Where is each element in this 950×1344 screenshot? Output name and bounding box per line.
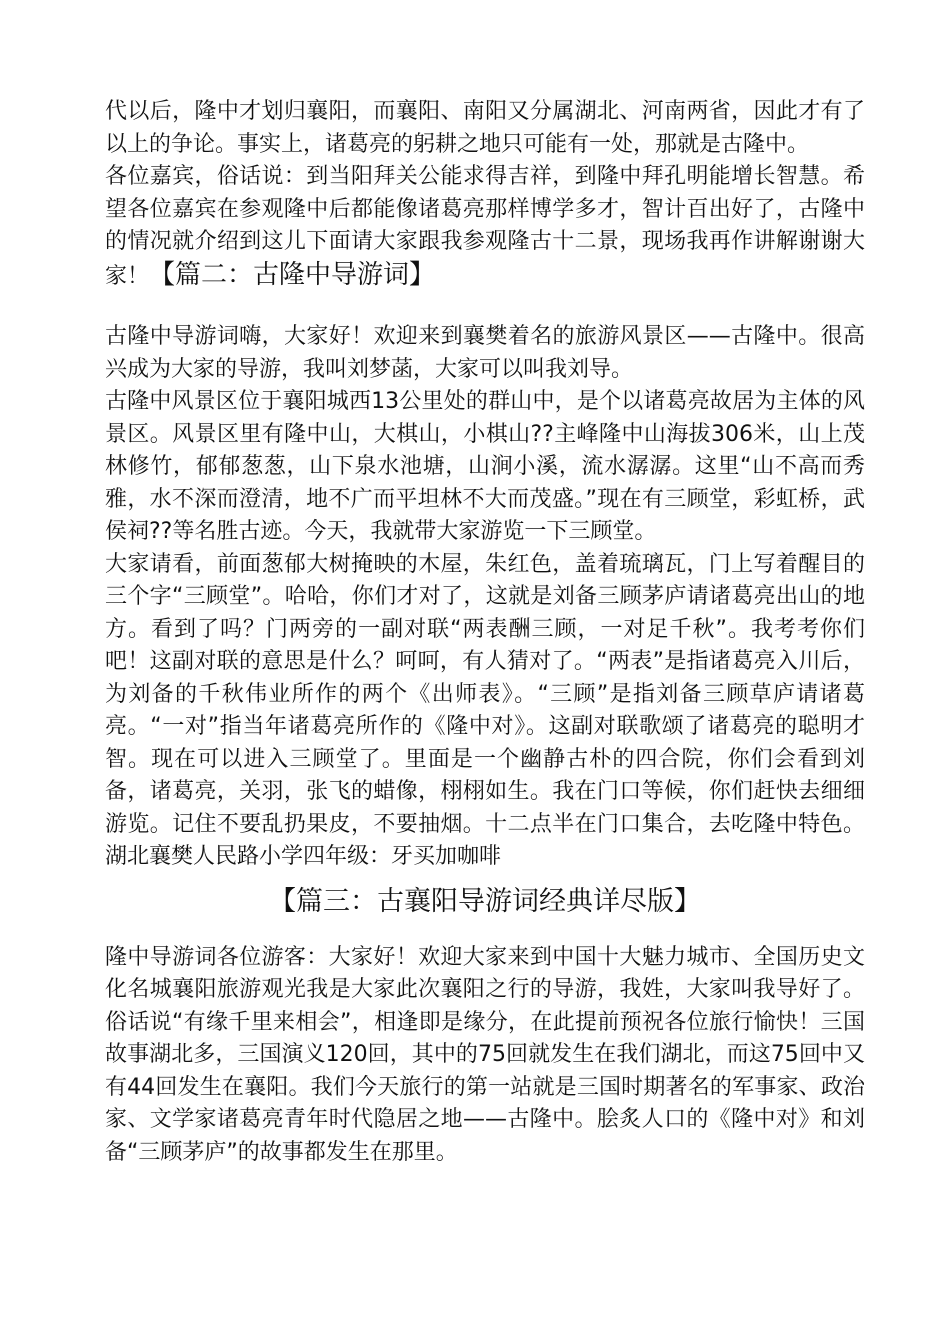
section-three-paragraph-1: 隆中导游词各位游客：大家好！欢迎大家来到中国十大魅力城市、全国历史文化名城襄阳旅游观光我是大家此次襄阳之行的导游，我姓，大家叫我导好了。俗话说“有缘千里来相会”，相逢即是缘分，在此提前预祝各位旅行愉快！三国故事湖北多，三国演义120回，其中的75回就发生在我们湖北，而这75回中又有44回发生在襄阳。我们今天旅行的第一站就是三国时期著名的军事家、政治家、文学家诸葛亮青年时代隐居之地——古隆中。脍炙人口的《隆中对》和刘备“三顾茅庐”的故事都发生在那里。 (105, 944, 865, 1165)
intro-paragraph-1: 代以后，隆中才划归襄阳，而襄阳、南阳又分属湖北、河南两省，因此才有了以上的争论。事实上，诸葛亮的躬耕之地只可能有一处，那就是古隆中。 (105, 99, 865, 157)
section-three-heading: 【篇三：古襄阳导游词经典详尽版】 (269, 885, 701, 917)
intro-paragraph-2-text: 各位嘉宾，俗话说：到当阳拜关公能求得吉祥，到隆中拜孔明能增长智慧。希望各位嘉宾在参观隆中后都能像诸葛亮那样博学多才，智计百出好了，古隆中的情况就介绍到这儿下面请大家跟我参观隆古十二景，现场我再作讲解谢谢大家！ (105, 164, 865, 289)
spacer (105, 932, 865, 942)
intro-paragraph-2 (105, 161, 865, 293)
document-page (105, 96, 865, 1169)
section-two-paragraph-3: 大家请看，前面葱郁大树掩映的木屋，朱红色，盖着琉璃瓦，门上写着醒目的三个字“三顾堂”。哈哈，你们才对了，这就是刘备三顾茅庐请诸葛亮出山的地方。看到了吗？门两旁的一副对联“两表酬三顾，一对足千秋”。我考考你们吧！这副对联的意思是什么？呵呵，有人猜对了。“两表”是指诸葛亮入川后，为刘备的千秋伟业所作的两个《出师表》。“三顾”是指刘备三顾草庐请诸葛亮。“一对”指当年诸葛亮所作的《隆中对》。这副对联歌颂了诸葛亮的聪明才智。现在可以进入三顾堂了。里面是一个幽静古朴的四合院，你们会看到刘备，诸葛亮，关羽，张飞的蜡像，栩栩如生。我在门口等候，你们赶快去细细游览。记住不要乱扔果皮，不要抽烟。十二点半在门口集合，去吃隆中特色。湖北襄樊人民路小学四年级：牙买加咖啡 (105, 551, 865, 869)
spacer (105, 293, 865, 321)
section-two-heading: 【篇二：古隆中导游词】 (149, 259, 436, 290)
section-two-paragraph-2: 古隆中风景区位于襄阳城西13公里处的群山中，是个以诸葛亮故居为主体的风景区。风景区里有隆中山，大棋山，小棋山??主峰隆中山海拔306米，山上茂林修竹，郁郁葱葱，山下泉水池塘，山涧小溪，流水潺潺。这里“山不高而秀雅，水不深而澄清，地不广而平坦林不大而茂盛。”现在有三顾堂，彩虹桥，武侯祠??等名胜古迹。今天，我就带大家游览一下三顾堂。 (105, 389, 865, 544)
section-two-paragraph-1: 古隆中导游词嗨，大家好！欢迎来到襄樊着名的旅游风景区——古隆中。很高兴成为大家的导游，我叫刘梦菡，大家可以叫我刘导。 (105, 324, 865, 382)
